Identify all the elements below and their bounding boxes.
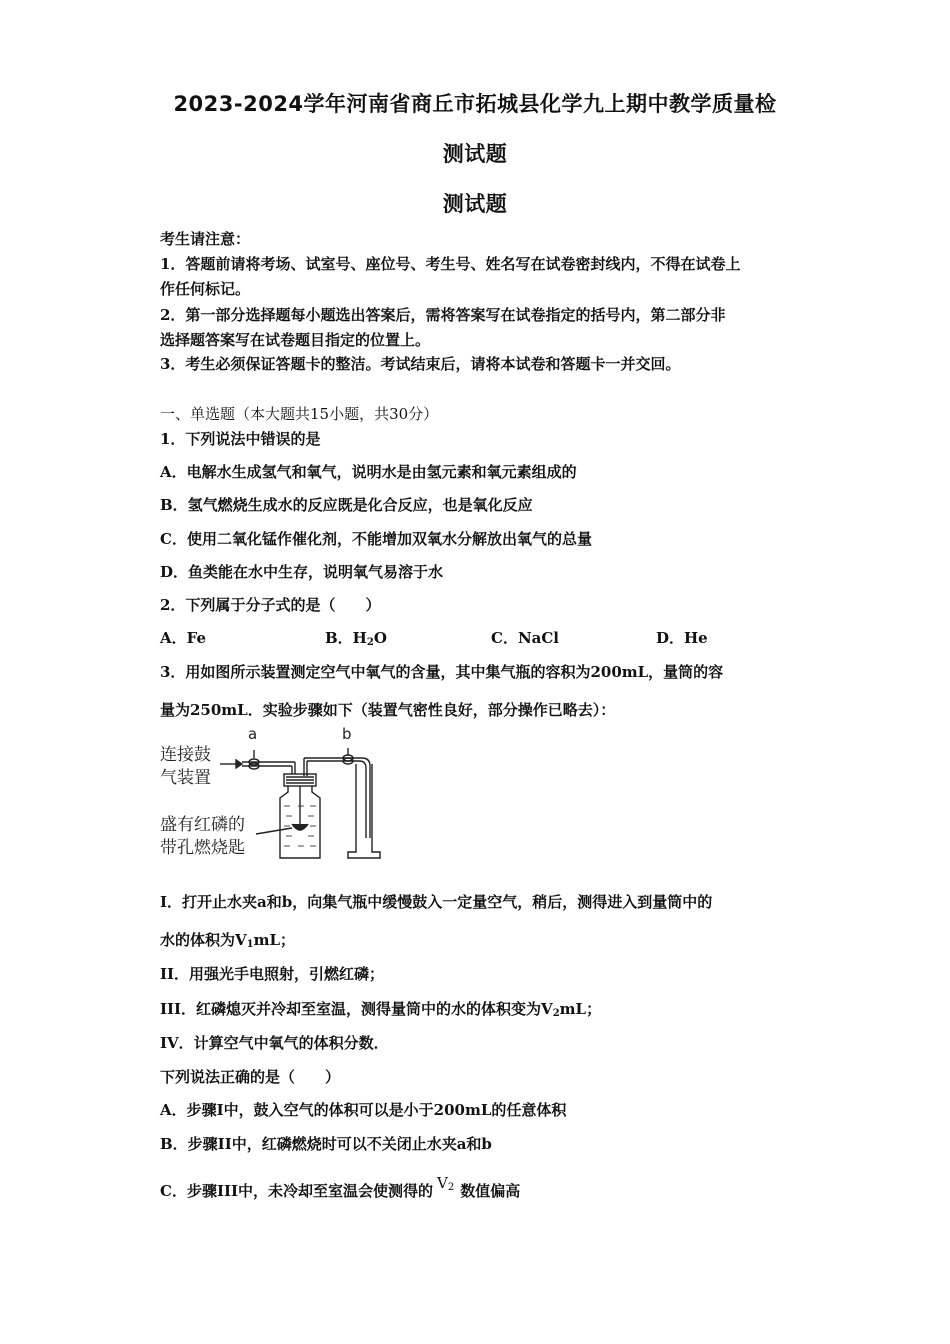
measuring-cylinder — [348, 764, 380, 858]
q3-step1: I．打开止水夹a和b，向集气瓶中缓慢鼓入一定量空气，稍后，测得进入到量筒中的 — [160, 893, 713, 911]
label-air-pump: 气装置 — [160, 768, 211, 788]
q3-option-a: A．步骤I中，鼓入空气的体积可以是小于200mL的任意体积 — [160, 1101, 567, 1119]
notice-item: 选择题答案写在试卷题目指定的位置上。 — [160, 331, 431, 349]
notice-item: 2．第一部分选择题每小题选出答案后，需将答案写在试卷指定的括号内，第二部分非 — [160, 306, 726, 324]
q3-question: 下列说法正确的是（ ） — [160, 1068, 341, 1086]
label-clamp-a: a — [248, 725, 258, 743]
q2-option-b: B．$H_2O$ — [325, 629, 387, 648]
q3-step2: II．用强光手电照射，引燃红磷； — [160, 965, 385, 983]
notice-item: 3．考生必须保证答题卡的整洁。考试结束后，请将本试卷和答题卡一并交回。 — [160, 355, 681, 373]
label-spoon: 盛有红磷的 — [160, 815, 245, 835]
q3-stem: 3．用如图所示装置测定空气中氧气的含量，其中集气瓶的容积为200mL，量筒的容 — [160, 663, 724, 681]
q1-option-c: C．使用二氧化锰作催化剂，不能增加双氧水分解放出氧气的总量 — [160, 530, 592, 548]
apparatus-drawing — [158, 728, 388, 863]
q1-option-d: D．鱼类能在水中生存，说明氧气易溶于水 — [160, 563, 444, 581]
notice-heading: 考生请注意： — [160, 230, 251, 248]
q1-option-a: A．电解水生成氢气和氧气，说明水是由氢元素和氧元素组成的 — [160, 463, 577, 481]
label-spoon: 带孔燃烧匙 — [160, 838, 245, 858]
label-clamp-b: b — [342, 725, 352, 743]
notice-item: 作任何标记。 — [160, 280, 251, 298]
q3-step3: III．红磷熄灭并冷却至室温，测得量筒中的水的体积变为$V_2mL$； — [160, 1000, 602, 1019]
label-air-pump: 连接鼓 — [160, 745, 211, 765]
q2-option-c: C．NaCl — [491, 629, 560, 647]
page-title: 2023-2024学年河南省商丘市拓城县化学九上期中教学质量检 — [173, 92, 777, 116]
q2-stem: 2．下列属于分子式的是（ ） — [160, 596, 381, 614]
q3-option-b: B．步骤II中，红磷燃烧时可以不关闭止水夹a和b — [160, 1135, 492, 1153]
q3-step4: IV．计算空气中氧气的体积分数． — [160, 1034, 389, 1052]
section-heading: 一、单选题（本大题共15小题，共30分） — [160, 405, 439, 423]
arrow-head — [236, 760, 242, 768]
burning-spoon — [292, 824, 308, 830]
q3-stem-cont: 量为250mL．实验步骤如下（装置气密性良好，部分操作已略去）： — [160, 701, 616, 719]
q3-option-c: C．步骤III中，未冷却至室温会使测得的 $V_2$ 数值偏高 — [160, 1174, 521, 1200]
q1-option-b: B．氢气燃烧生成水的反应既是化合反应，也是氧化反应 — [160, 496, 533, 514]
page-title-cont: 测试题 — [442, 142, 508, 166]
q2-option-a: A．Fe — [160, 629, 207, 647]
page-subtitle: 测试题 — [442, 192, 508, 216]
q1-stem: 1．下列说法中错误的是 — [160, 430, 321, 448]
q2-option-d: D．He — [656, 629, 708, 647]
q3-step1-cont: 水的体积为$V_1mL$； — [160, 931, 296, 950]
notice-item: 1．答题前请将考场、试室号、座位号、考生号、姓名写在试卷密封线内，不得在试卷上 — [160, 255, 741, 273]
